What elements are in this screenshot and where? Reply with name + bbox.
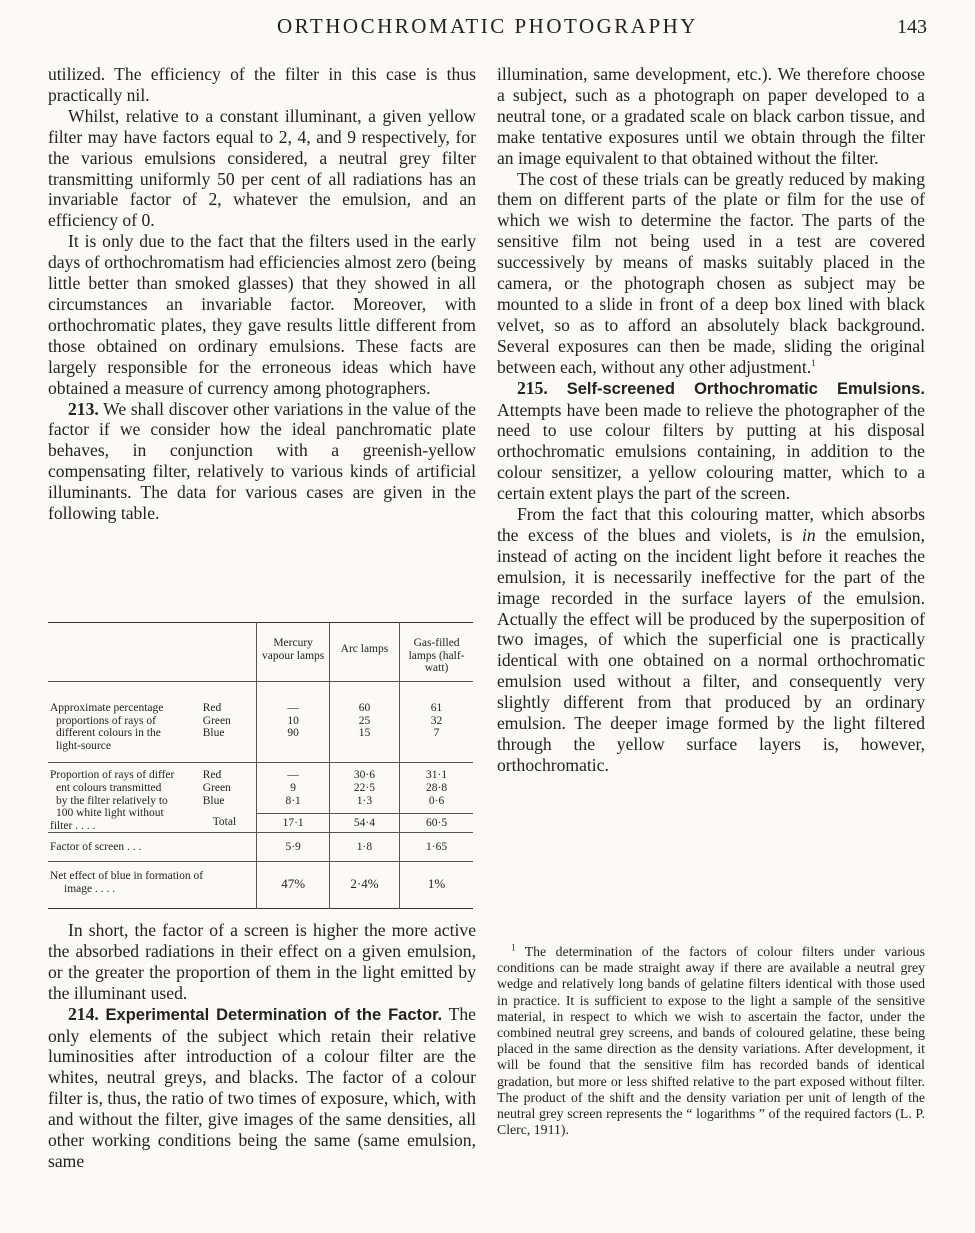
cell-gas: 61 32 7	[400, 682, 473, 763]
cell-mercury: 5·9	[257, 833, 329, 862]
cell-gas: 60·5	[400, 813, 473, 832]
paragraph: It is only due to the fact that the filters used in the early days of orthochromatism had efficiencies almost zero (being little better than smoked glasses) that they showed in all circumstances an invariable factor. Moreover, with orthochromatic plates, they gave results little different from those obtained on ordinary emulsions. These facts are largely responsible for the erroneous ideas which have obtained a measure of currency among photographers.	[48, 231, 476, 398]
total-label: Total	[212, 816, 237, 829]
cell-mercury: — 10 90	[257, 682, 329, 763]
column-header: Mercury vapour lamps	[257, 623, 329, 682]
column-header: Arc lamps	[329, 623, 399, 682]
cell-gas: 31·1 28·8 0·6	[400, 763, 473, 814]
cell-gas: 1%	[400, 862, 473, 908]
footnote-ref: 1	[811, 357, 816, 368]
section-number: 215.	[517, 377, 548, 398]
cell-arc: 1·8	[329, 833, 399, 862]
row-label: Net effect of blue in formation of image . . . .	[50, 870, 204, 895]
cell-gas: 1·65	[400, 833, 473, 862]
section-title: Experimental Determination of the Factor.	[105, 1005, 443, 1024]
cell-arc: 30·6 22·5 1·3	[329, 763, 399, 814]
footnote	[497, 944, 925, 1138]
table-row	[48, 682, 473, 763]
cell-mercury: — 9 8·1	[257, 763, 329, 814]
table-row	[48, 862, 473, 908]
row-label: Approximate percentage proportions of rays of different colours in the light-source	[50, 702, 164, 752]
table-header-row	[48, 623, 473, 682]
cell-mercury: 17·1	[257, 813, 329, 832]
right-column	[497, 64, 925, 776]
section-title: Self-screened Orthochromatic Emulsions.	[566, 379, 926, 398]
section-213	[48, 399, 476, 524]
section-text: The only elements of the subject which retain their relative luminosities after introduction of a colour filter are the whites, neutral greys, and blacks. The factor of a colour filter is, thus, the ratio of two times of exposure, which, with and without the filter, give images of the same densities, all other working conditions being the same (same emulsion, same	[48, 1003, 476, 1171]
paragraph: utilized. The efficiency of the filter in this case is thus practically nil.	[48, 64, 476, 105]
cell-arc: 2·4%	[329, 862, 399, 908]
cell-arc: 54·4	[329, 813, 399, 832]
page-number: 143	[897, 16, 927, 38]
section-number: 214.	[68, 1003, 99, 1024]
section-214	[48, 1004, 476, 1172]
section-number: 213.	[68, 398, 99, 419]
factor-table	[48, 622, 473, 911]
paragraph: Whilst, relative to a constant illuminant, a given yellow filter may have factors equal to 2, 4, and 9 respectively, for the various emulsions considered, a neutral grey filter transmitting uniformly 50 per cent of all radiations has an invariable factor of 2, whatever the emulsion, and an efficiency of 0.	[48, 105, 476, 231]
cell-mercury: 47%	[257, 862, 329, 908]
running-head: ORTHOCHROMATIC PHOTOGRAPHY	[277, 14, 698, 38]
color-sublabels: Red Green Blue	[202, 702, 231, 740]
table-row	[48, 763, 473, 814]
cell-arc: 60 25 15	[329, 682, 399, 763]
paragraph: illumination, same development, etc.). We therefore choose a subject, such as a photograph on paper developed to a neutral tone, or a gradated scale on black carbon tissue, and make tentative exposures until we obtain through the filter an image equivalent to that obtained without the filter.	[497, 64, 925, 168]
paragraph: From the fact that this colouring matter, which absorbs the excess of the blues and violets, is in the emulsion, instead of acting on the incident light before it reaches the emulsion, it is necessarily ineffective for the part of the image recorded in the surface layers of the emulsion. Actually the effect will be produced by the superposition of two images, of which the superficial one is practically identical with one obtained on a normal orthochromatic emulsion used without a filter, and consequently very slightly different from that produced by an ordinary emulsion. The deeper image formed by the light filtered through the yellow surface layers is, however, orthochromatic.	[497, 504, 925, 775]
left-column-lower	[48, 920, 476, 1172]
paragraph: In short, the factor of a screen is higher the more active the absorbed radiations in their effect on a given emulsion, or the greater the proportion of them in the light emitted by the illuminant used.	[48, 920, 476, 1003]
footnote-text: The determination of the factors of colour filters under various conditions can be made straight away if there are available a neutral grey wedge and relatively long bands of gelatine filters identical with those used in practice. It is sufficient to expose to the light a sample of the sensitive material, in respect to which we wish to ascertain the factor, under the combined neutral grey screens, and bands of coloured gelatine, these being placed in the same direction as the density variations. After development, it will be found that the sensitive film has recorded bands of identical gradation, but more or less shifted relative to the part exposed without filter. The product of the shift and the density variation per unit of length of the neutral grey screen represents the “ logarithms ” of the required factors (L. P. Clerc, 1911).	[497, 944, 925, 1138]
row-label: Factor of screen . . .	[50, 841, 142, 854]
table-row	[48, 833, 473, 862]
left-column-upper	[48, 64, 476, 524]
column-header: Gas-filled lamps (half-watt)	[400, 623, 473, 682]
row-label: Proportion of rays of differ ent colours transmitted by the filter relatively to 100 white light without filter . . . .	[50, 769, 175, 832]
section-text: We shall discover other variations in the value of the factor if we consider how the ideal panchromatic plate behaves, in conjunction with a greenish-yellow compensating filter, relatively to various kinds of artificial illuminants. The data for various cases are given in the following table.	[48, 398, 476, 524]
page-header	[0, 12, 975, 42]
footnote-mark: 1	[511, 942, 516, 953]
section-215	[497, 378, 925, 504]
color-sublabels: Red Green Blue	[202, 769, 231, 807]
section-text: Attempts have been made to relieve the photographer of the need to use colour filters by putting at his disposal orthochromatic emulsions containing, in addition to the colour sensitizer, a yellow colouring matter, which to a certain extent plays the part of the screen.	[497, 399, 925, 504]
paragraph: The cost of these trials can be greatly reduced by making them on different parts of the plate or film for the use of which we wish to determine the factor. The parts of the sensitive film not being used in a test are covered successively by means of masks suitably placed in the camera, or the photograph chosen as subject may be mounted to a slide in front of a deep box lined with black velvet, so as to afford an absolutely black background. Several exposures can then be made, sliding the original between each, without any other adjustment.$^1$	[497, 168, 925, 377]
